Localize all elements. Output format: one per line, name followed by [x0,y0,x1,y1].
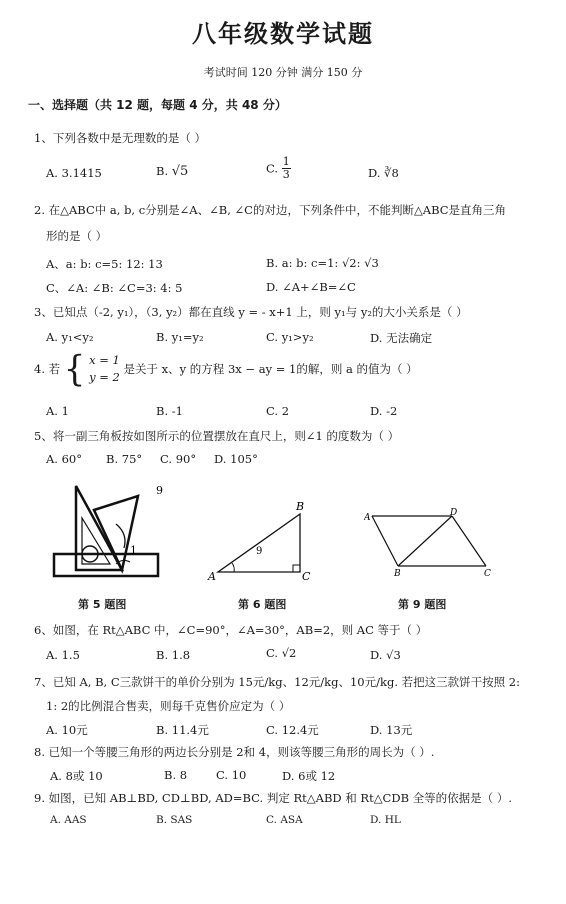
q3-stem: 3、已知点（-2, y₁），（3, y₂）都在直线 y = - x+1 上，则 y₁与 y₂的大小关系是（ ） [34,305,468,319]
q3-option-c: C. y₁>y₂ [266,330,314,344]
q3-option-d: D. 无法确定 [370,331,433,345]
q7-option-a: A. 10元 [46,723,88,737]
q5-option-d: D. 105° [214,452,258,466]
q2-option-c: C、∠A: ∠B: ∠C=3: 4: 5 [46,281,183,295]
q4-suffix: 是关于 x、y 的方程 3x − ay = 1的解，则 a 的值为（ ） [123,362,418,376]
q9-option-c: C. ASA [266,814,303,826]
q9-stem: 9. 如图，已知 AB⊥BD, CD⊥BD, AD=BC. 判定 Rt△ABD 和 Rt△CDB 全等的依据是（ ）. [34,791,512,805]
q8-option-c: C. 10 [216,768,247,782]
q4-option-a: A. 1 [46,404,69,418]
q4-option-c: C. 2 [266,404,290,418]
q1-option-d: D. ∛8 [368,166,399,180]
q6-stem: 6、如图，在 Rt△ABC 中，∠C=90°，∠A=30°，AB=2，则 AC 等于（ ） [34,623,428,637]
q2-option-a: A、a: b: c=5: 12: 13 [46,257,163,271]
q2-option-d: D. ∠A+∠B=∠C [266,280,356,294]
angle-a-arc [232,563,234,572]
q9-option-d: D. HL [370,814,401,826]
q7-option-b: B. 11.4元 [156,723,209,737]
vertex-c-label: C [302,570,311,583]
q7-option-d: D. 13元 [370,723,413,737]
vertex-b-label: B [296,500,305,513]
q4-eq1: x = 1 [89,353,120,367]
q4-brace: { [63,348,86,390]
q8-option-a: A. 8或 10 [50,769,103,783]
figure-q5 [40,478,170,588]
triangle-abc [218,514,300,572]
q9-option-a: A. AAS [50,814,87,826]
set-square-second-cutout [116,524,125,548]
vertex-a-label: A [208,570,216,583]
q4-eq2: y = 2 [89,370,120,384]
figure-q9-caption: 第 9 题图 [398,598,447,611]
q3-option-b: B. y₁=y₂ [156,330,204,344]
segment-dc [452,516,486,566]
q6-option-b: B. 1.8 [156,648,191,662]
segment-ab [372,516,398,566]
q1-option-c-numerator: 1 [282,155,290,168]
q1-option-c-fraction [282,156,291,181]
q1-option-b [156,164,188,179]
q1-option-c-prefix: C. [266,161,279,176]
q1-stem: 1、下列各数中是无理数的是（ ） [34,131,206,145]
q3-option-a: A. y₁<y₂ [46,330,94,344]
q5-option-a: A. 60° [46,452,82,466]
vertex-c-label: C [484,569,491,578]
right-angle-mark [293,565,300,572]
figure-q6-mark: 9 [256,546,263,557]
q7-option-c: C. 12.4元 [266,723,319,737]
q4-option-b: B. -1 [156,404,183,418]
q1-option-c-denominator: 3 [282,168,290,181]
q2-stem-line2: 形的是（ ） [46,229,108,243]
q6-option-a: A. 1.5 [46,648,80,662]
q8-option-d: D. 6或 12 [282,769,336,783]
q5-option-b: B. 75° [106,452,143,466]
q7-stem-line1: 7、已知 A, B, C三款饼干的单价分别为 15元/kg、12元/kg、10元/kg. 若把这三款饼干按照 2: [34,675,520,689]
figure-q6-caption: 第 6 题图 [238,598,287,611]
figure-q6 [204,500,324,590]
segment-bd [398,516,452,566]
vertex-d-label: D [450,508,458,518]
angle-1-label: 1 [130,544,137,557]
q4-prefix: 4. 若 [34,362,61,376]
figure-q5-corner-label: 9 [156,484,163,497]
q5-option-c: C. 90° [160,452,197,466]
q1-option-c [266,156,291,181]
q2-stem-line1: 2. 在△ABC中 a, b, c分别是∠A、∠B, ∠C的对边，下列条件中，不能判断△ABC是直角三角 [34,203,507,217]
q1-option-b-sqrt: √5 [171,164,189,179]
q9-option-b: B. SAS [156,814,193,826]
q4-stem [34,348,418,390]
q4-system [89,352,120,386]
section-heading: 一、选择题（共 12 题，每题 4 分，共 48 分） [28,98,287,112]
q2-option-b: B. a: b: c=1: √2: √3 [266,256,379,270]
vertex-a-label: A [364,513,371,523]
q7-stem-line2: 1: 2的比例混合售卖，则每千克售价应定为（ ） [46,699,291,713]
q5-stem: 5、将一副三角板按如图所示的位置摆放在直尺上，则∠1 的度数为（ ） [34,429,400,443]
exam-subtitle: 考试时间 120 分钟 满分 150 分 [203,66,363,79]
figure-q9 [364,506,494,578]
q1-option-b-prefix: B. [156,164,169,178]
exam-title: 八年级数学试题 [192,20,374,48]
q8-option-b: B. 8 [164,768,188,782]
q6-option-c: C. √2 [266,646,297,660]
q4-option-d: D. -2 [370,404,398,418]
vertex-b-label: B [394,569,401,578]
figure-q5-caption: 第 5 题图 [78,598,127,611]
q6-option-d: D. √3 [370,648,401,662]
q1-option-a: A. 3.1415 [46,166,102,180]
q8-stem: 8. 已知一个等腰三角形的两边长分别是 2和 4，则该等腰三角形的周长为（ ）. [34,745,435,759]
